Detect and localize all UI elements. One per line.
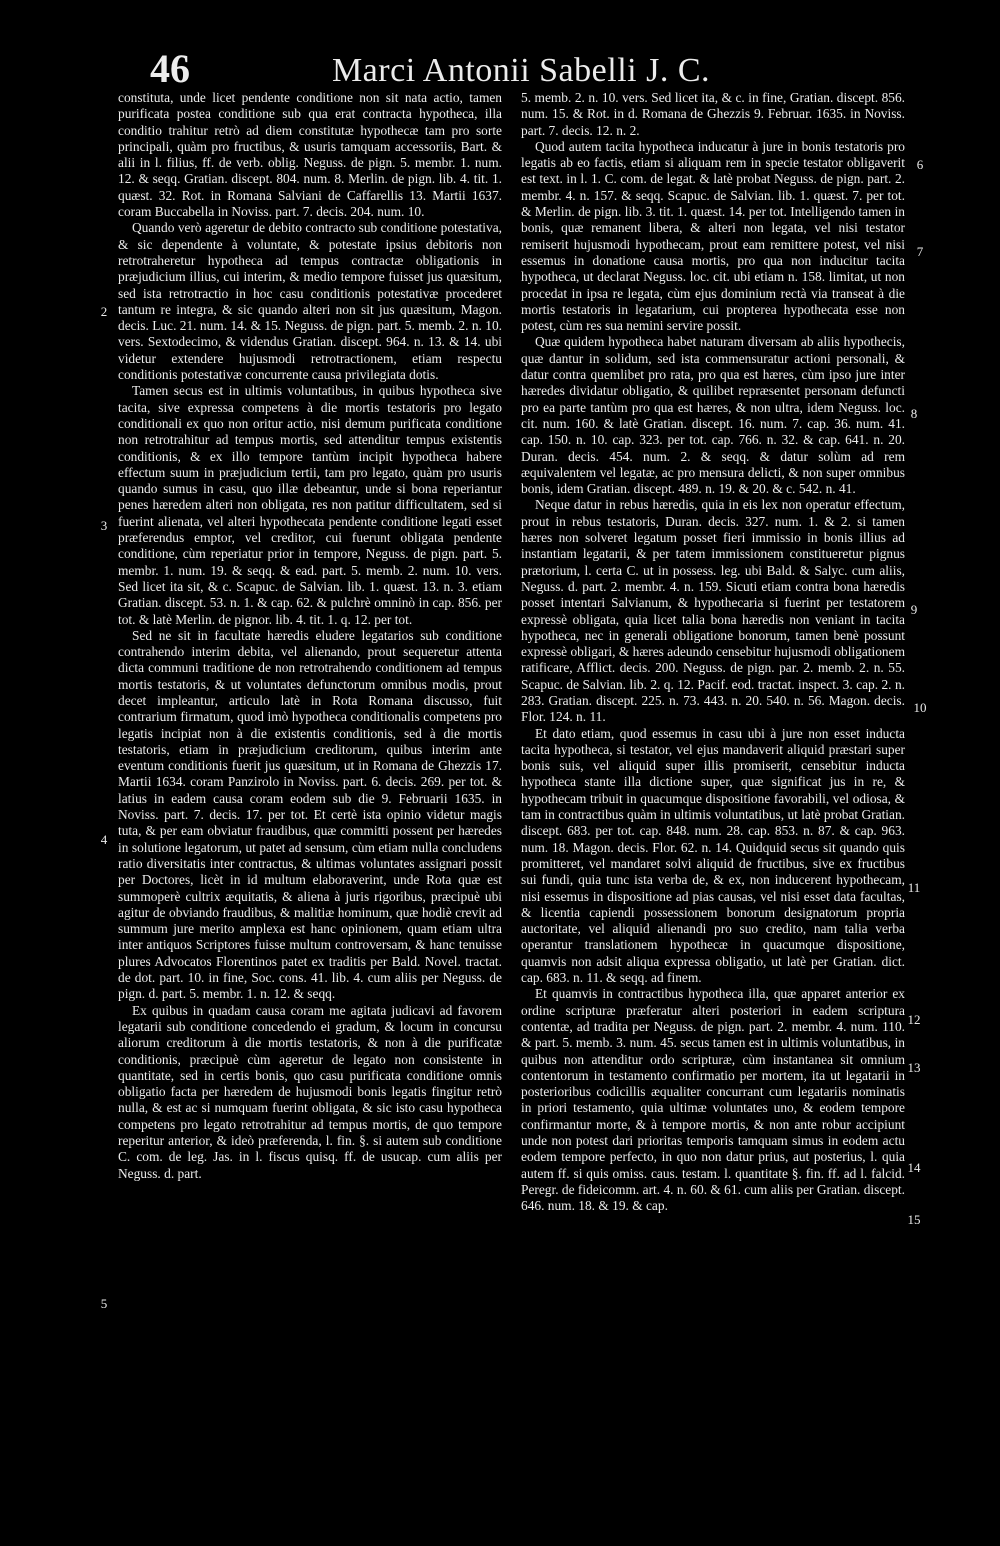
margin-number-8: 8 [910,406,918,421]
paragraph: Quod autem tacita hypotheca inducatur à jure in bonis testatoris pro legatis ab eo factis, etiam si aliquam rem in specie testator obligaverit est text. in l. 1. C. com. de legat. & latè probat Neguss. de pign. part. 2. membr. 4. n. 157. & seqq. Scapuc. de Salvian. lib. 1. quæst. 7. per tot. & Merlin. de pign. lib. 3. tit. 1. quæst. 14. per tot. Intelligendo tamen in bonis, quæ remanent libera, & alteri non legata, vel nisi testator remiserit hujusmodi hypothecam, prout eam remittere potest, vel nisi essemus in donatione causa mortis, pro qua non inducitur tacita hypotheca, ut declarat Neguss. loc. cit. ubi etiam n. 158. limitat, ut non procedat in ipsa re legata, cùm ejus dominium rectà via transeat à die mortis testatoris in legatarium, cui propterea hypothecata esse non potest, cùm res sua nemini servire possit. [521,138,905,334]
paragraph: Tamen secus est in ultimis voluntatibus, in quibus hypotheca sive tacita, sive expressa competens à die mortis testatoris pro legato conditionali ex quo non oritur actio, nisi demum purificata conditione non retrotrahitur ad tempus mortis, sed attenditur tempus existentis conditionis, & ex illo tempore tantùm incipit hypotheca habere effectum suum in præjudicium tertii, tam pro legato, quàm pro usuris quando sumus in casu, quo illæ debeantur, unde si bona reperiantur penes hæredem alteri non obligata, res non patitur difficultatem, sed si fuerint alienata, vel alteri hypothecata pendente conditione legati esset præferendus emptor, vel creditor, cui fuerunt obligata pendente conditione, cùm reperiatur prior in tempore, Neguss. de pign. part. 5. membr. 1. num. 19. & seqq. & ead. part. 5. memb. 2. num. 10. vers. Sed licet ita sit, & c. Scapuc. de Salvian. lib. 1. quæst. 13. n. 3. etiam Gratian. discept. 53. n. 1. & cap. 62. & pulchrè omninò in cap. 856. per tot. & latè Merlin. de pignor. lib. 4. tit. 1. q. 12. per tot. [118,383,502,627]
paragraph: Ex quibus in quadam causa coram me agitata judicavi ad favorem legatarii sub conditione concedendo ei gradum, & locum in concursu aliorum creditorum à die mortis testatoris, & non à die purificatæ conditionis, præcipuè cùm ageretur de legato non consistente in quantitate, sed in certis bonis, quo casu purificata conditione omnis obligatio facta per hæredem de hujusmodi bonis legatis fingitur retrò nulla, & est ac si numquam fuerint obligata, & sic isto casu hypotheca competens pro legato retrotrahitur ad tempus mortis, de quo tempore reperitur anterior, & ideò præferenda, l. fin. §. si autem sub conditione C. com. de leg. Jas. in l. fiscus quisq. ff. de usucap. cum aliis per Neguss. d. part. [118,1002,502,1181]
margin-number-14: 14 [907,1160,921,1175]
page-header [150,44,710,94]
paragraph: Et dato etiam, quod essemus in casu ubi à jure non esset inducta tacita hypotheca, si testator, vel ejus mandaverit aliquid præstari super bonis suis, vel aliquid super illis promiserit, censebitur inducta hypotheca stante illa dictione super, quæ significat jus in re, & hypothecam tribuit in quacumque dispositione favorabili, vel odiosa, & tam in contractibus quàm in ultimis voluntatibus, ut latè probat Gratian. discept. 683. per tot. cap. 848. num. 28. cap. 853. n. 87. & cap. 963. num. 18. Magon. decis. Flor. 62. n. 14. Quidquid secus sit quando quis promitteret, vel mandaret solvi aliquid de fructibus, sive ex fructibus sui fundi, quia tunc ista verba de, & ex, non inducerent hypothecam, nisi essemus in dispositione ad pias causas, vel nisi esset data facultas, & licentia capiendi possessionem bonorum designatorum propria auctoritate, vel aliquid alienandi pro suo credito, nam talia verba operantur translationem hypothecæ in quacumque dispositione, quamvis non adsit aliqua expressa obligatio, ut latè per Gratian. dict. cap. 683. n. 11. & seqq. ad finem. [521,725,905,986]
margin-number-6: 6 [916,157,924,172]
margin-number-10: 10 [913,700,927,715]
margin-number-5: 5 [100,1296,108,1311]
paragraph: Quando verò ageretur de debito contracto sub conditione potestativa, & sic dependente à voluntate, & potestate ipsius debitoris non retrotraheretur hypotheca ad tempus contractæ obligationis in præjudicium illius, cui interim, & medio tempore fuisset jus quæsitum, sed ista retrotractio in hoc casu conditionis potestativæ procederet tantum re integra, & sic quando alteri non sit jus quæsitum, Magon. decis. Luc. 21. num. 14. & 15. Neguss. de pign. part. 5. memb. 2. n. 10. vers. Sextodecimo, & videndus Gratian. discept. 964. n. 13. & 14. ubi videtur extendere hujusmodi retrotractionem, etiam respectu conditionis potestativæ concurrente causa privilegiata dotis. [118,220,502,383]
margin-number-15: 15 [907,1212,921,1227]
margin-number-11: 11 [907,880,921,895]
running-title: Marci Antonii Sabelli J. C. [331,52,710,89]
paragraph: 5. memb. 2. n. 10. vers. Sed licet ita, & c. in fine, Gratian. discept. 856. num. 15. & Rot. in d. Romana de Ghezzis 9. Februar. 1635. in Noviss. part. 7. decis. 12. n. 2. [521,90,905,138]
margin-number-7: 7 [916,244,924,259]
page-number: 46 [150,46,190,91]
margin-number-13: 13 [907,1060,921,1075]
paragraph: constituta, unde licet pendente conditione non sit nata actio, tamen purificata postea conditione sub qua erat contracta hypotheca, illa conditio trahitur retrò ad diem constitutæ hypothecæ tam pro sorte principali, quàm pro fructibus, & usuris tamquam accessoriis, Bart. & alii in l. filius, ff. de verb. oblig. Neguss. de pign. 5. membr. 1. num. 12. & seqq. Gratian. discept. 804. num. 8. Merlin. de pign. lib. 4. tit. 1. quæst. 32. Rot. in Romana Salviani de Caffarellis 13. Martii 1637. coram Buccabella in Noviss. part. 7. decis. 204. num. 10. [118,90,502,220]
paragraph: Et quamvis in contractibus hypotheca illa, quæ apparet anterior ex ordine scripturæ præferatur alteri posteriori in eadem scriptura contentæ, ad tradita per Neguss. de pign. part. 2. membr. 4. num. 110. & part. 5. memb. 3. num. 45. secus tamen est in ultimis voluntatibus, in quibus non attenditur ordo scripturæ, cùm instantanea sit omnium contentorum in testamento confirmatio per mortem, ita ut legatarii in posterioribus codicillis æqualiter concurrant cum legatariis nominatis in priori testamento, quia ultimæ voluntates uno, & eodem tempore confirmantur morte, & à tempore mortis, & non ante robur accipiunt unde non potest dari prioritas temporis tamquam simus in eodem actu eodem tempore perfecto, in quo non datur prius, aut posterius, l. quia autem ff. si quis omiss. caus. testam. l. quantitate §. fin. ff. ad l. falcid. Peregr. de fideicomm. art. 4. n. 60. & 61. cum aliis per Gratian. discept. 646. num. 18. & 19. & cap. [521,986,905,1214]
paragraph: Quæ quidem hypotheca habet naturam diversam ab aliis hypothecis, quæ dantur in solidum, sed ista commensuratur actioni personali, & datur contra quemlibet pro rata, pro qua est hæres, cùm ipso jure inter hæredes dividatur obligatio, & quilibet repræsentet personam defuncti pro ea parte tantùm pro qua est hæres, & non ultra, idem Neguss. loc. cit. num. 160. & latè Gratian. discept. 16. num. 7. cap. 36. num. 41. cap. 150. n. 10. cap. 323. per tot. cap. 766. n. 32. & cap. 641. n. 20. Duran. decis. 454. num. 2. & seqq. & datur solùm ad rem æquivalentem vel legatæ, ac pro mensura delicti, & non super omnibus bonis, idem Gratian. discept. 489. n. 19. & 20. & c. 542. n. 41. [521,334,905,497]
right-column [521,90,905,1530]
margin-number-12: 12 [907,1012,921,1027]
paragraph: Neque datur in rebus hæredis, quia in eis lex non operatur effectum, prout in rebus testatoris, Duran. decis. 327. num. 1. & 2. si tamen hæres non solveret legatum posset fieri immissio in bonis illius ad instantiam legatarii, & per tatem immissionem constitueretur pignus prætorium, l. certa C. ut in possess. leg. ubi Bald. & Salyc. cum aliis, Neguss. d. part. 2. membr. 4. n. 159. Sicuti etiam contra bona hæredis posset intentari Salvianum, & hypothecaria si fuerint per testatorem expressè obligata, quia licet talia bona hæredis non veniant in tacita hypotheca, nec in generali obligatione bonorum, tamen benè possunt expressè obligari, & hæres adeundo censebitur hujusmodi obligationem ratificare, Afflict. decis. 200. Neguss. de pign. par. 2. memb. 2. n. 55. Scapuc. de Salvian. lib. 2. q. 12. Pacif. eod. tractat. inspect. 3. cap. 2. n. 283. Gratian. discept. 225. n. 73. 443. n. 20. 540. n. 56. Magon. decis. Flor. 124. n. 11. [521,497,905,725]
paragraph: Sed ne sit in facultate hæredis eludere legatarios sub conditione contrahendo interim debita, vel alienando, prout sequeretur attenta dicta communi traditione de non retrotrahendo conditionem ad tempus mortis testatoris, & ut voluntates defunctorum omnibus modis, prout decet impleantur, articulo latè in Rota Romana discusso, fuit contrarium firmatum, quod imò hypotheca conditionalis competens pro legatis incipiat non à die existentis conditionis, sed à die mortis testatoris, etiam in præjudicium creditorum, quibus interim ante eventum conditionis fuerit jus quæsitum, ut in Romana de Ghezzis 17. Martii 1634. coram Panzirolo in Noviss. part. 6. decis. 269. per tot. & latius in eadem causa coram eodem sub die 9. Februarii 1635. in Noviss. part. 7. decis. 17. per tot. Et certè ista opinio videtur magis tuta, & per eam obviatur fraudibus, quæ committi possent per hæredes in solutione legatorum, ut patet ad sensum, cùm etiam nulla concludens ratio diversitatis inter contractus, & ultimas voluntates assignari possit per Doctores, licèt in id multum elaboraverint, unde Rota quæ est summoperè cultrix æquitatis, & aliena à juris rigoribus, præcipuè ubi agitur de obviando fraudibus, & malitiæ hominum, quæ hodiè crevit ad summum jure merito amplexa est hanc opinionem, quam etiam ultra inter antiquos Scriptores fuisse multum controversam, & hanc tenuisse plures Advocatos Florentinos patet ex traditis per Bald. Novel. tractat. de dot. part. 10. in fine, Soc. cons. 41. lib. 4. cum aliis per Neguss. de pign. d. part. 5. membr. 1. n. 12. & seqq. [118,627,502,1002]
margin-number-9: 9 [910,602,918,617]
margin-number-2: 2 [100,304,108,319]
left-column [118,90,502,1530]
margin-number-4: 4 [100,832,108,847]
margin-number-3: 3 [100,518,108,533]
